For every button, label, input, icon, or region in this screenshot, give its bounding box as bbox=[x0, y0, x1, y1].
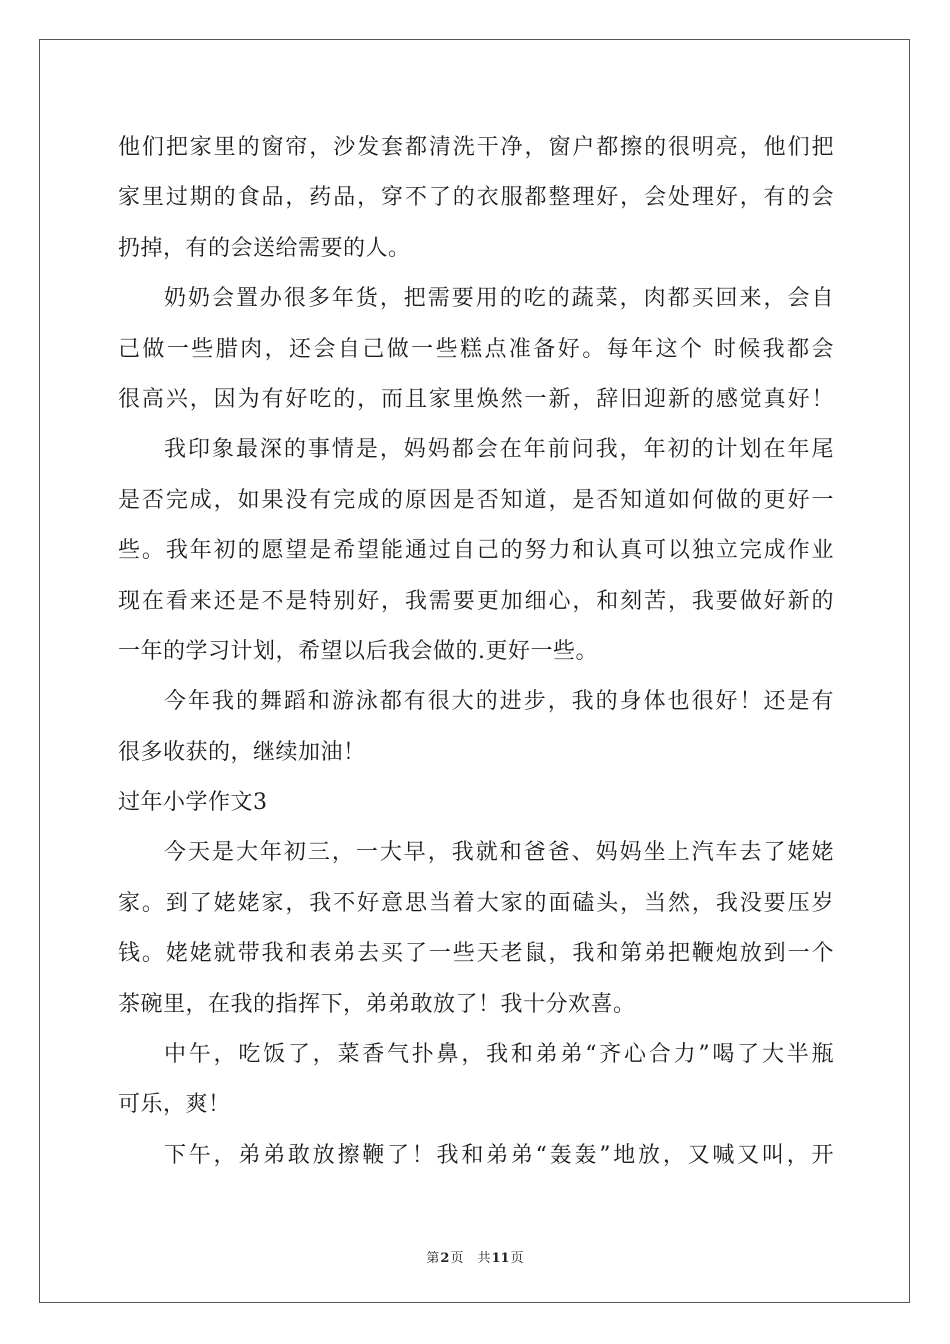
text-line: 家。到了姥姥家，我不好意思当着大家的面磕头，当然，我没要压岁 bbox=[118, 890, 834, 916]
text-line: 很高兴，因为有好吃的，而且家里焕然一新，辞旧迎新的感觉真好！ bbox=[118, 386, 834, 412]
text-line: 我印象最深的事情是，妈妈都会在年前问我，年初的计划在年尾 bbox=[164, 437, 834, 463]
total-prefix: 共 bbox=[477, 1251, 491, 1266]
total-pages: 11 bbox=[491, 1251, 510, 1266]
page-footer bbox=[0, 1247, 950, 1266]
text-line: 现在看来还是不是特别好，我需要更加细心，和刻苦，我要做好新的 bbox=[118, 588, 834, 614]
text-line: 是否完成，如果没有完成的原因是否知道，是否知道如何做的更好一 bbox=[118, 487, 834, 513]
text-line: 中午，吃饭了，菜香气扑鼻，我和弟弟“齐心合力”喝了大半瓶 bbox=[164, 1042, 834, 1068]
text-line: 钱。姥姥就带我和表弟去买了一些天老鼠，我和第弟把鞭炮放到一个 bbox=[118, 941, 834, 967]
text-line: 可乐，爽！ bbox=[118, 1092, 231, 1118]
text-line: 些。我年初的愿望是希望能通过自己的努力和认真可以独立完成作业 bbox=[118, 538, 834, 564]
section-heading: 过年小学作文3 bbox=[118, 790, 268, 816]
document-body bbox=[118, 123, 834, 1181]
page-prefix: 第 bbox=[426, 1251, 440, 1266]
text-line: 他们把家里的窗帘，沙发套都清洗干净，窗户都擦的很明亮，他们把 bbox=[118, 135, 834, 160]
text-line: 己做一些腊肉，还会自己做一些糕点准备好。每年这个 时候我都会 bbox=[118, 336, 834, 362]
text-line: 今年我的舞蹈和游泳都有很大的进步，我的身体也很好！还是有 bbox=[164, 689, 834, 715]
text-line: 很多收获的，继续加油！ bbox=[118, 739, 366, 765]
text-line: 今天是大年初三，一大早，我就和爸爸、妈妈坐上汽车去了姥姥 bbox=[164, 840, 834, 866]
text-line: 茶碗里，在我的指挥下，弟弟敢放了！我十分欢喜。 bbox=[118, 991, 636, 1017]
page-suffix: 页 bbox=[450, 1251, 464, 1266]
text-line: 奶奶会置办很多年货，把需要用的吃的蔬菜，肉都买回来，会自 bbox=[164, 286, 834, 312]
text-line: 家里过期的食品，药品，穿不了的衣服都整理好，会处理好，有的会 bbox=[118, 185, 834, 211]
text-line: 一年的学习计划，希望以后我会做的.更好一些。 bbox=[118, 638, 598, 664]
page-number: 2 bbox=[440, 1251, 450, 1266]
text-line: 下午，弟弟敢放擦鞭了！我和弟弟“轰轰”地放，又喊又叫，开 bbox=[164, 1142, 834, 1168]
text-line: 扔掉，有的会送给需要的人。 bbox=[118, 235, 411, 261]
total-suffix: 页 bbox=[510, 1251, 524, 1266]
